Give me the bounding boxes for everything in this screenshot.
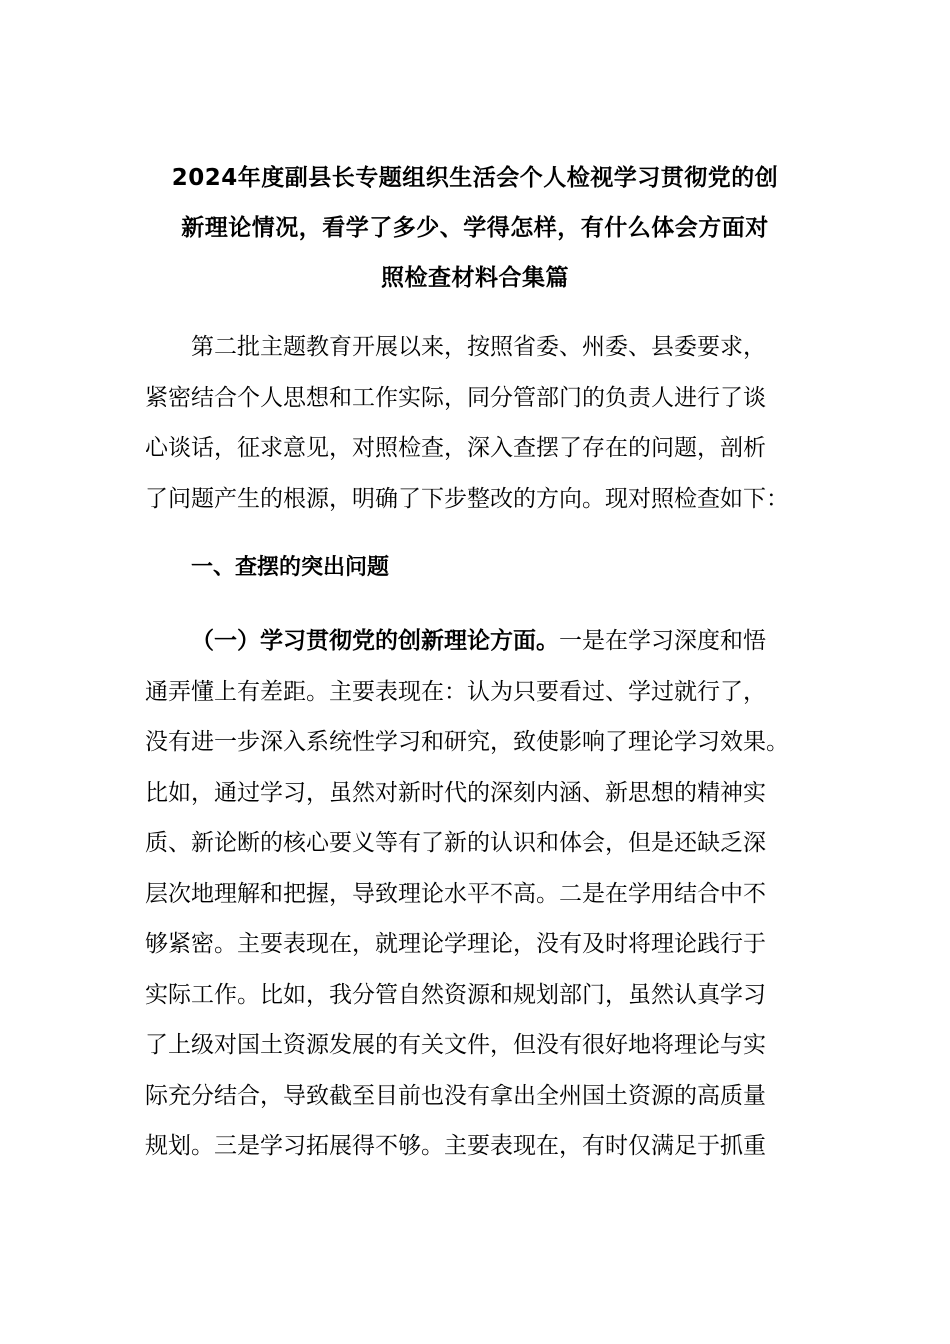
paragraph-line-rest: 一是在学习深度和悟 — [559, 628, 766, 654]
paragraph-line: 了问题产生的根源，明确了下步整改的方向。现对照检查如下： — [145, 485, 789, 512]
paragraph-line: 了上级对国土资源发展的有关文件，但没有很好地将理论与实 — [145, 1032, 766, 1058]
paragraph-line: 比如，通过学习，虽然对新时代的深刻内涵、新思想的精神实 — [145, 779, 766, 806]
document-title — [140, 153, 810, 303]
subsection-paragraph — [145, 616, 805, 1172]
title-line: 2024年度副县长专题组织生活会个人检视学习贯彻党的创 — [171, 165, 779, 191]
paragraph-line: 质、新论断的核心要义等有了新的认识和体会，但是还缺乏深 — [145, 830, 766, 856]
subsection-heading: （一）学习贯彻党的创新理论方面。 — [191, 628, 559, 654]
intro-paragraph — [145, 322, 805, 524]
paragraph-line: 心谈话，征求意见，对照检查，深入查摆了存在的问题，剖析 — [145, 435, 766, 461]
paragraph-line: 际充分结合，导致截至目前也没有拿出全州国土资源的高质量 — [145, 1082, 766, 1109]
title-line: 照检查材料合集篇 — [381, 265, 569, 291]
paragraph-line: 够紧密。主要表现在，就理论学理论，没有及时将理论践行于 — [145, 931, 766, 957]
paragraph-line: 实际工作。比如，我分管自然资源和规划部门，虽然认真学习 — [145, 981, 766, 1008]
paragraph-line: 第二批主题教育开展以来，按照省委、州委、县委要求， — [191, 334, 766, 360]
paragraph-first-line — [145, 616, 805, 667]
title-line: 新理论情况，看学了多少、学得怎样，有什么体会方面对 — [181, 215, 769, 241]
paragraph-line: 通弄懂上有差距。主要表现在：认为只要看过、学过就行了， — [145, 678, 766, 705]
paragraph-line: 紧密结合个人思想和工作实际，同分管部门的负责人进行了谈 — [145, 384, 766, 411]
section-heading: 一、查摆的突出问题 — [191, 555, 390, 580]
paragraph-line: 规划。三是学习拓展得不够。主要表现在，有时仅满足于抓重 — [145, 1133, 766, 1159]
paragraph-line: 没有进一步深入系统性学习和研究，致使影响了理论学习效果。 — [145, 729, 789, 755]
paragraph-line: 层次地理解和把握，导致理论水平不高。二是在学用结合中不 — [145, 880, 766, 907]
